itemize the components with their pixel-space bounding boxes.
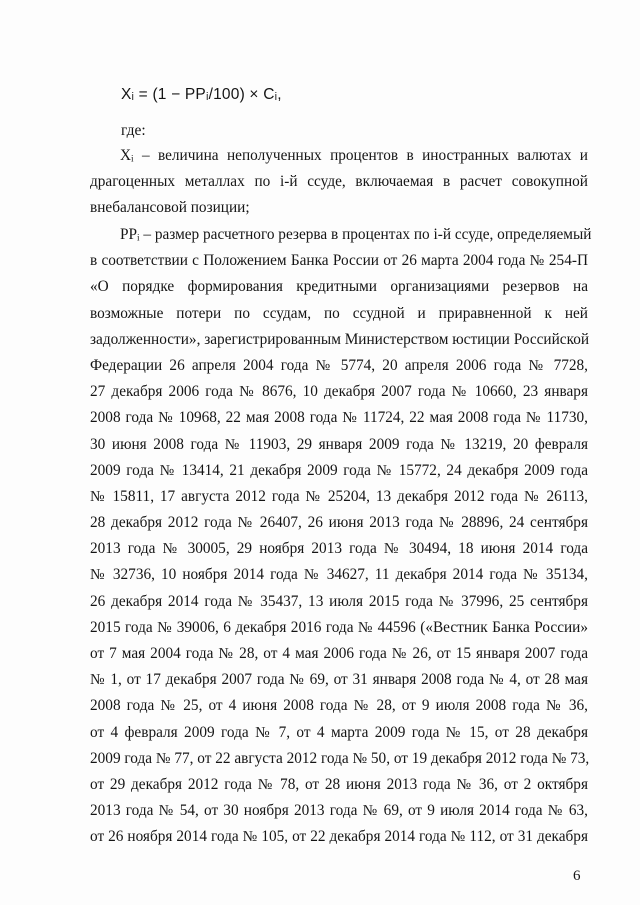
- text-line: Федерации 26 апреля 2004 года № 5774, 20 апреля 2006 года № 7728,: [90, 356, 588, 374]
- text-line: 26 декабря 2014 года № 35437, 13 июля 2015 года № 37996, 25 сентября: [90, 592, 588, 610]
- definition-pp: [90, 222, 592, 851]
- where-label: где:: [121, 122, 146, 139]
- text-line: 28 декабря 2012 года № 26407, 26 июня 2013 года № 28896, 24 сентября: [90, 514, 588, 532]
- text-line: 27 декабря 2006 года № 8676, 10 декабря 2007 года № 10660, 23 января: [90, 383, 588, 401]
- text-line: «О порядке формирования кредитными организациями резервов на: [90, 278, 588, 296]
- text-line: 2013 года № 54, от 30 ноября 2013 года № 69, от 9 июля 2014 года № 63,: [90, 802, 588, 820]
- text-line: 2008 года № 10968, 22 мая 2008 года № 11724, 22 мая 2008 года № 11730,: [90, 409, 588, 427]
- text-line: 2008 года № 25, от 4 июня 2008 года № 28, от 9 июля 2008 года № 36,: [90, 697, 588, 715]
- text-line: PPᵢ – размер расчетного резерва в процентах по і-й ссуде, определяемый: [120, 226, 592, 243]
- text-line: 30 июня 2008 года № 11903, 29 января 2009 года № 13219, 20 февраля: [90, 435, 588, 453]
- text-line: 2009 года № 77, от 22 августа 2012 года № 50, от 19 декабря 2012 года № 73,: [90, 749, 590, 767]
- definition-x: [90, 143, 588, 222]
- text-line: № 15811, 17 августа 2012 года № 25204, 13 декабря 2012 года № 26113,: [90, 487, 588, 505]
- page-number: 6: [573, 868, 581, 884]
- text-line: № 32736, 10 ноября 2014 года № 34627, 11 декабря 2014 года № 35134,: [90, 566, 588, 584]
- text-line: от 4 февраля 2009 года № 7, от 4 марта 2009 года № 15, от 28 декабря: [90, 723, 588, 741]
- text-line: 2013 года № 30005, 29 ноября 2013 года № 30494, 18 июня 2014 года: [90, 540, 588, 558]
- text-line: № 1, от 17 декабря 2007 года № 69, от 31 января 2008 года № 4, от 28 мая: [90, 671, 588, 689]
- text-line: от 29 декабря 2012 года № 78, от 28 июня 2013 года № 36, от 2 октября: [90, 775, 588, 793]
- text-line: задолженности», зарегистрированным Министерством юстиции Российской: [90, 330, 590, 348]
- text-line: 2015 года № 39006, 6 декабря 2016 года № 44596 («Вестник Банка России»: [90, 618, 588, 636]
- text-line: Xᵢ – величина неполученных процентов в иностранных валютах и: [120, 147, 588, 164]
- text-line: 2009 года № 13414, 21 декабря 2009 года № 15772, 24 декабря 2009 года: [90, 461, 588, 479]
- text-line: возможные потери по ссудам, по ссудной и приравненной к ней: [90, 304, 588, 322]
- text-line: драгоценных металлах по і-й ссуде, включаемая в расчет совокупной: [90, 173, 588, 191]
- text-line: от 7 мая 2004 года № 28, от 4 мая 2006 года № 26, от 15 января 2007 года: [90, 645, 588, 662]
- text-line: от 26 ноября 2014 года № 105, от 22 декабря 2014 года № 112, от 31 декабря: [90, 828, 588, 846]
- text-line: в соответствии с Положением Банка России от 26 марта 2004 года № 254-П: [90, 252, 588, 270]
- text-line: внебалансовой позиции;: [90, 199, 250, 217]
- formula: Xᵢ = (1 − PPᵢ/100) × Cᵢ,: [121, 86, 282, 103]
